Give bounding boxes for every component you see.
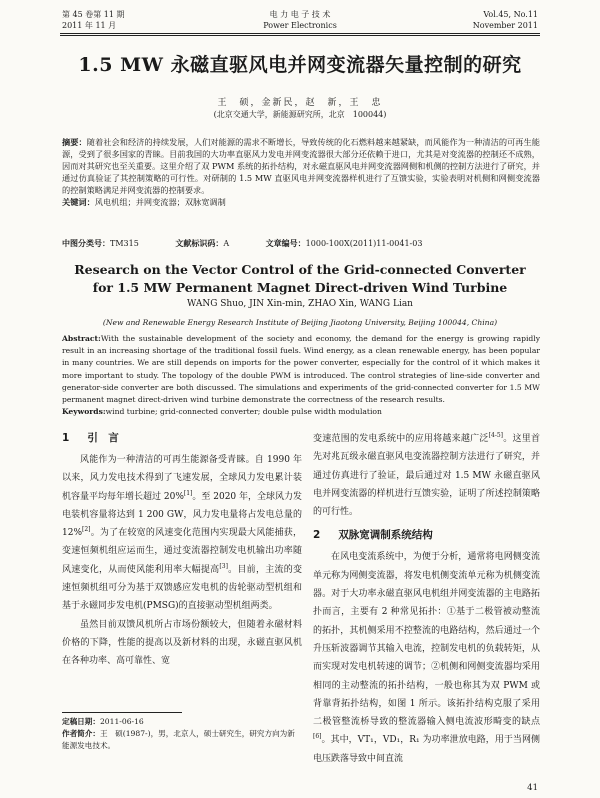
affiliation-cn: (北京交通大学，新能源研究所，北京 100044) [213, 110, 387, 119]
paper-title-en [0, 261, 600, 297]
keywords-cn [62, 196, 540, 208]
clc-value: TM315 [110, 239, 139, 248]
keywords-cn-label: 关键词： [62, 197, 95, 207]
section-1-number: 1 [62, 432, 70, 444]
section-1-continued-text-b: 。这里首先对兆瓦级永磁直驱风电变流器控制方法进行了研究，并通过仿真进行了验证，最后通过对 1.5 MW 永磁直驱风电并网变流器的样机进行互馈实验，证明了所述控制策略的可行性。 [313, 434, 540, 518]
page-number: 41 [527, 783, 538, 793]
section-1-p1-text-c: 。为了在较宽的风速变化范围内实现最大风能捕获，变速恒频机组应运而生，通过变流器控制发电机输出功率随风速变化，从而使风能利用率大幅提高 [62, 528, 302, 575]
citation-ref: [1] [183, 489, 193, 497]
abstract-cn [62, 136, 540, 208]
section-1-p1-text-b: 。至 2020 年，全球风力发电装机容量将达到 1 200 GW，风力发电量将占发电总量的 12% [62, 491, 303, 539]
doc-code-field [175, 239, 229, 248]
journal-date-en: November 2011 [472, 21, 538, 30]
section-1-paragraph-1 [62, 451, 302, 616]
body-left-column [62, 430, 302, 671]
classification-line [62, 238, 456, 249]
clc-field [62, 239, 139, 248]
author-bio-text: 王 硕(1987-)，男，北京人，硕士研究生，研究方向为新能源发电技术。 [62, 729, 295, 750]
citation-ref: [2] [82, 526, 91, 534]
journal-issue [473, 9, 538, 31]
journal-volume-en: Vol.45, No.11 [483, 10, 538, 19]
header-rule-2 [60, 35, 540, 36]
journal-name-cn: 电 力 电 子 技 术 [269, 10, 331, 19]
section-1-heading [62, 430, 302, 445]
body-right-column [313, 430, 540, 768]
keywords-cn-text: 风电机组；并网变流器；双脉宽调制 [94, 197, 226, 207]
paper-title-en-line2: for 1.5 MW Permanent Magnet Direct-driven Wind Turbine [92, 280, 508, 295]
header-rule [60, 33, 540, 34]
citation-ref: [3] [219, 562, 228, 570]
section-2-p1-text: 在风电变流系统中，为便于分析，通常将电网侧变流单元称为网侧变流器，将发电机侧变流单元称为机侧变流器。对于大功率永磁直驱风电机组并网变流器的主电路拓扑而言，主要有 2 种常见拓扑：①基于二极管被动整流的拓扑，其机侧采用不控整流的电路结构，然后通过一个升压斩波器调节其输入电流，控制发电机的负载转矩，从而实现对发电机转速的调节；②机侧和网侧变流器均采用相同的主动整流的拓扑结构，一般也称其为双 PWM 或背靠背拓扑结构，如图 1 所示。该拓扑结构克服了采用二极管整流桥导致的整流器输入侧电流波形畸变的缺点 [313, 552, 540, 728]
section-2-heading [313, 527, 540, 542]
section-2-paragraph-1 [313, 548, 540, 768]
affiliation-en: (New and Renewable Energy Research Institute of Beijing Jiaotong University, Beijing 100044, China) [102, 318, 498, 327]
article-id-value: 1000-100X(2011)11-0041-03 [305, 239, 423, 248]
authors-cn: 王 硕，金新民，赵 新，王 忠 [217, 98, 383, 108]
received-date [62, 716, 302, 728]
abstract-en [62, 333, 540, 418]
author-bio-label: 作者简介： [62, 729, 100, 738]
section-2-title: 双脉宽调制系统结构 [338, 529, 433, 542]
abstract-en-text: With the sustainable development of the society and economy, the demand for the energy is growing rapidly result in an increasing shortage of the traditional fossil fuels. Wind energy, as a clean renewable energy, has been popular in many countries. We are still depends on imports for the power converter, especially for the control of it which makes it more important to study. The topology of the double PWM is introduced. The control strategies of line-side converter and generator-side converter are both discussed. The simulations and experiments of the grid-connected converter for 1.5 MW permanent magnet direct-driven wind turbine demonstrate the correctness of the research results. [62, 334, 540, 405]
section-1-p1-text: 风能作为一种清洁的可再生能源备受青睐。自 1990 年以来，风力发电技术得到了飞速发展，全球风力发电累计装机容量平均每年增长超过 20% [62, 455, 302, 502]
paper-title-en-line1: Research on the Vector Control of the Grid-connected Converter [74, 262, 526, 277]
section-1-p1-text-d: 。目前，主流的变速恒频机组可分为基于双馈感应发电机的齿轮驱动型机组和基于永磁同步发电机(PMSG)的直接驱动型机组两类。 [62, 564, 302, 612]
journal-name-en: Power Electronics [263, 21, 337, 30]
article-id-field [266, 239, 423, 248]
article-id-label: 文章编号： [265, 238, 306, 248]
abstract-en-label: Abstract: [62, 334, 101, 343]
citation-ref: [6] [313, 733, 322, 741]
section-1-title: 引 言 [87, 432, 119, 444]
doc-code-value: A [223, 239, 230, 248]
footnote-rule [62, 712, 182, 713]
abstract-cn-text: 随着社会和经济的持续发展，人们对能源的需求不断增长，导致传统的化石燃料越来越紧缺，而风能作为一种清洁的可再生能源，受到了很多国家的青睐。目前我国的大功率直驱风力发电并网变流器很大部分还依赖于进口，尤其是对变流器的控制还不成熟，因而对其研究也至关重要。这里介绍了双 PWM 系统的拓扑结构，对永磁直驱风电并网变流器网侧和机侧的控制方法进行了研究，并通过仿真验证了其控制策略的可行性。对研制的 1.5 MW 直驱风电并网变流器样机进行了互馈实验，实验表明对机侧和网侧变流器的控制策略满足并网变流器的控制要求。 [62, 137, 540, 195]
keywords-en [62, 406, 540, 418]
keywords-en-text: wind turbine; grid-connected converter; double pulse width modulation [105, 407, 382, 417]
abstract-cn-label: 摘要： [62, 137, 87, 147]
section-1-continued-text: 变速范围的发电系统中的应用将越来越广泛 [313, 434, 489, 444]
section-1-paragraph-2: 虽然目前双馈风机所占市场份额较大，但随着永磁材料价格的下降，性能的提高以及新材料的出现，永磁直驱风机在各种功率、高可靠性、宽 [62, 619, 302, 667]
author-bio [62, 728, 302, 752]
received-value: 2011-06-16 [99, 717, 144, 726]
authors-en: WANG Shuo, JIN Xin-min, ZHAO Xin, WANG Lian [187, 299, 413, 309]
received-label: 定稿日期： [62, 717, 100, 726]
section-2-number: 2 [313, 529, 321, 542]
section-2-p1-text-b: 。其中，VT₁，VD₁，R₁ 为功率泄放电路，用于当网侧电压跌落导致中间直流 [313, 735, 540, 764]
clc-label: 中图分类号： [62, 238, 110, 248]
footnote [62, 716, 302, 752]
keywords-en-label: Keywords: [62, 407, 106, 417]
journal-date-cn: 2011 年 11 月 [62, 21, 117, 30]
journal-volume-cn: 第 45 卷第 11 期 [62, 10, 125, 19]
paper-title-cn: 1.5 MW 永磁直驱风电并网变流器矢量控制的研究 [78, 54, 522, 76]
doc-code-label: 文献标识码： [175, 238, 224, 248]
section-1-continued [313, 430, 540, 521]
citation-ref: [4-5] [488, 432, 503, 439]
